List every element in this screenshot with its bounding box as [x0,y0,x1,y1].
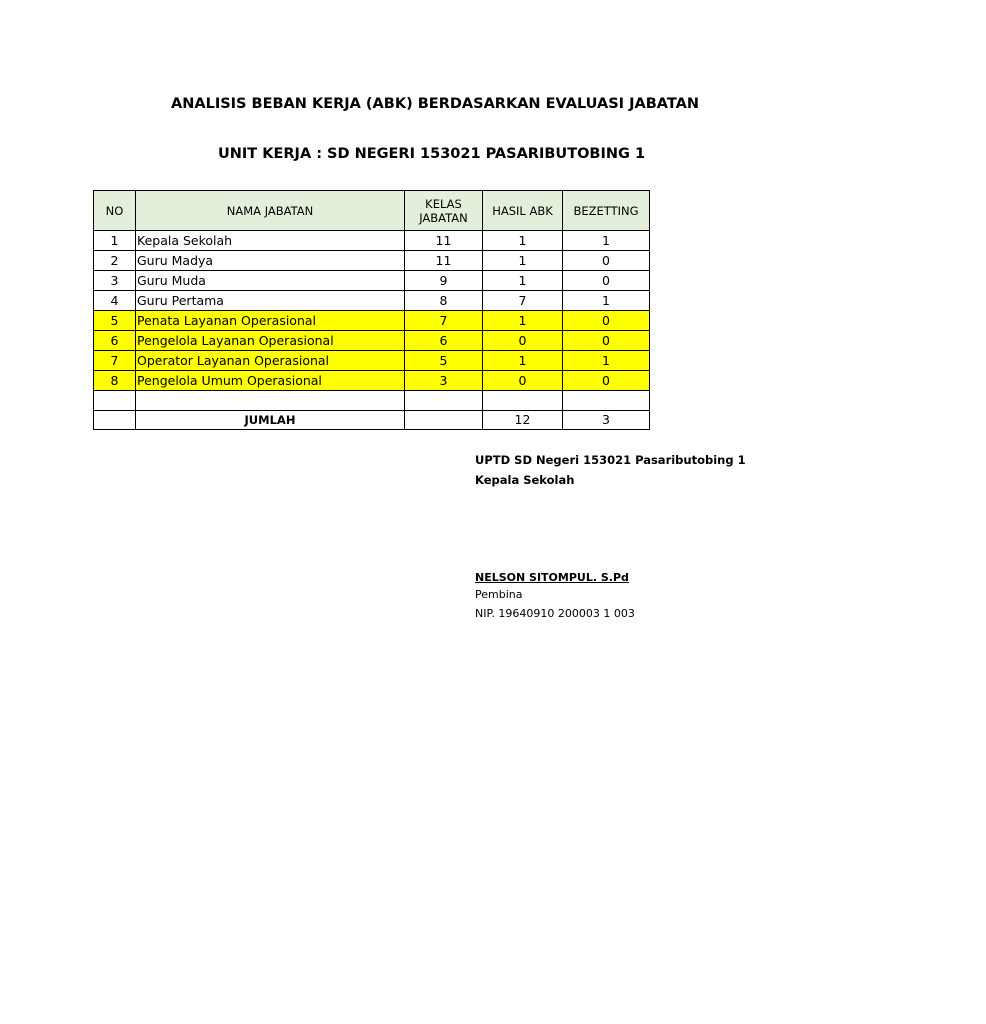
table-row [94,351,650,371]
cell-no: 6 [94,331,136,351]
empty-row [94,391,650,411]
cell-no: 7 [94,351,136,371]
signature-nip: NIP. 19640910 200003 1 003 [475,607,635,620]
unit-title: UNIT KERJA : SD NEGERI 153021 PASARIBUTOBING 1 [218,146,646,162]
table-row [94,371,650,391]
table-row [94,311,650,331]
cell-kelas-jabatan: 11 [405,231,483,251]
table-row [94,331,650,351]
total-label: JUMLAH [136,411,405,430]
cell-hasil-abk: 1 [483,271,563,291]
cell-hasil-abk: 1 [483,311,563,331]
signature-position: Kepala Sekolah [475,473,575,487]
col-header-nama-jabatan: NAMA JABATAN [136,191,405,231]
cell-nama-jabatan: Penata Layanan Operasional [136,311,405,331]
total-cell-kelas [405,411,483,430]
cell-no: 4 [94,291,136,311]
abk-table [93,190,650,430]
table-header-row [94,191,650,231]
cell-kelas-jabatan: 5 [405,351,483,371]
cell-nama-jabatan: Kepala Sekolah [136,231,405,251]
cell-kelas-jabatan: 3 [405,371,483,391]
cell-nama-jabatan: Pengelola Umum Operasional [136,371,405,391]
cell-nama-jabatan: Guru Pertama [136,291,405,311]
cell-hasil-abk: 1 [483,351,563,371]
cell-bezetting: 1 [563,231,650,251]
cell-bezetting: 0 [563,331,650,351]
cell-kelas-jabatan: 11 [405,251,483,271]
empty-cell [405,391,483,411]
cell-hasil-abk: 1 [483,251,563,271]
document-title: ANALISIS BEBAN KERJA (ABK) BERDASARKAN EVALUASI JABATAN [171,96,700,112]
signature-rank: Pembina [475,588,523,601]
col-header-kelas-jabatan: KELAS JABATAN [405,191,483,231]
table-row [94,291,650,311]
cell-hasil-abk: 7 [483,291,563,311]
empty-cell [94,391,136,411]
cell-bezetting: 1 [563,351,650,371]
cell-nama-jabatan: Pengelola Layanan Operasional [136,331,405,351]
cell-hasil-abk: 0 [483,331,563,351]
cell-no: 5 [94,311,136,331]
total-hasil-abk: 12 [483,411,563,430]
cell-hasil-abk: 1 [483,231,563,251]
total-row [94,411,650,430]
cell-no: 1 [94,231,136,251]
cell-bezetting: 0 [563,311,650,331]
cell-kelas-jabatan: 8 [405,291,483,311]
table-row [94,231,650,251]
cell-no: 2 [94,251,136,271]
cell-nama-jabatan: Guru Madya [136,251,405,271]
cell-bezetting: 1 [563,291,650,311]
cell-kelas-jabatan: 9 [405,271,483,291]
cell-kelas-jabatan: 6 [405,331,483,351]
signature-name: NELSON SITOMPUL. S.Pd [475,571,629,584]
cell-no: 8 [94,371,136,391]
cell-hasil-abk: 0 [483,371,563,391]
cell-bezetting: 0 [563,371,650,391]
cell-no: 3 [94,271,136,291]
cell-nama-jabatan: Operator Layanan Operasional [136,351,405,371]
table-row [94,271,650,291]
col-header-no: NO [94,191,136,231]
signature-org: UPTD SD Negeri 153021 Pasaributobing 1 [475,453,746,467]
col-header-hasil-abk: HASIL ABK [483,191,563,231]
table-body [94,231,650,430]
cell-bezetting: 0 [563,271,650,291]
empty-cell [563,391,650,411]
cell-bezetting: 0 [563,251,650,271]
total-cell-no [94,411,136,430]
cell-nama-jabatan: Guru Muda [136,271,405,291]
empty-cell [483,391,563,411]
col-header-bezetting: BEZETTING [563,191,650,231]
empty-cell [136,391,405,411]
cell-kelas-jabatan: 7 [405,311,483,331]
table-row [94,251,650,271]
total-bezetting: 3 [563,411,650,430]
